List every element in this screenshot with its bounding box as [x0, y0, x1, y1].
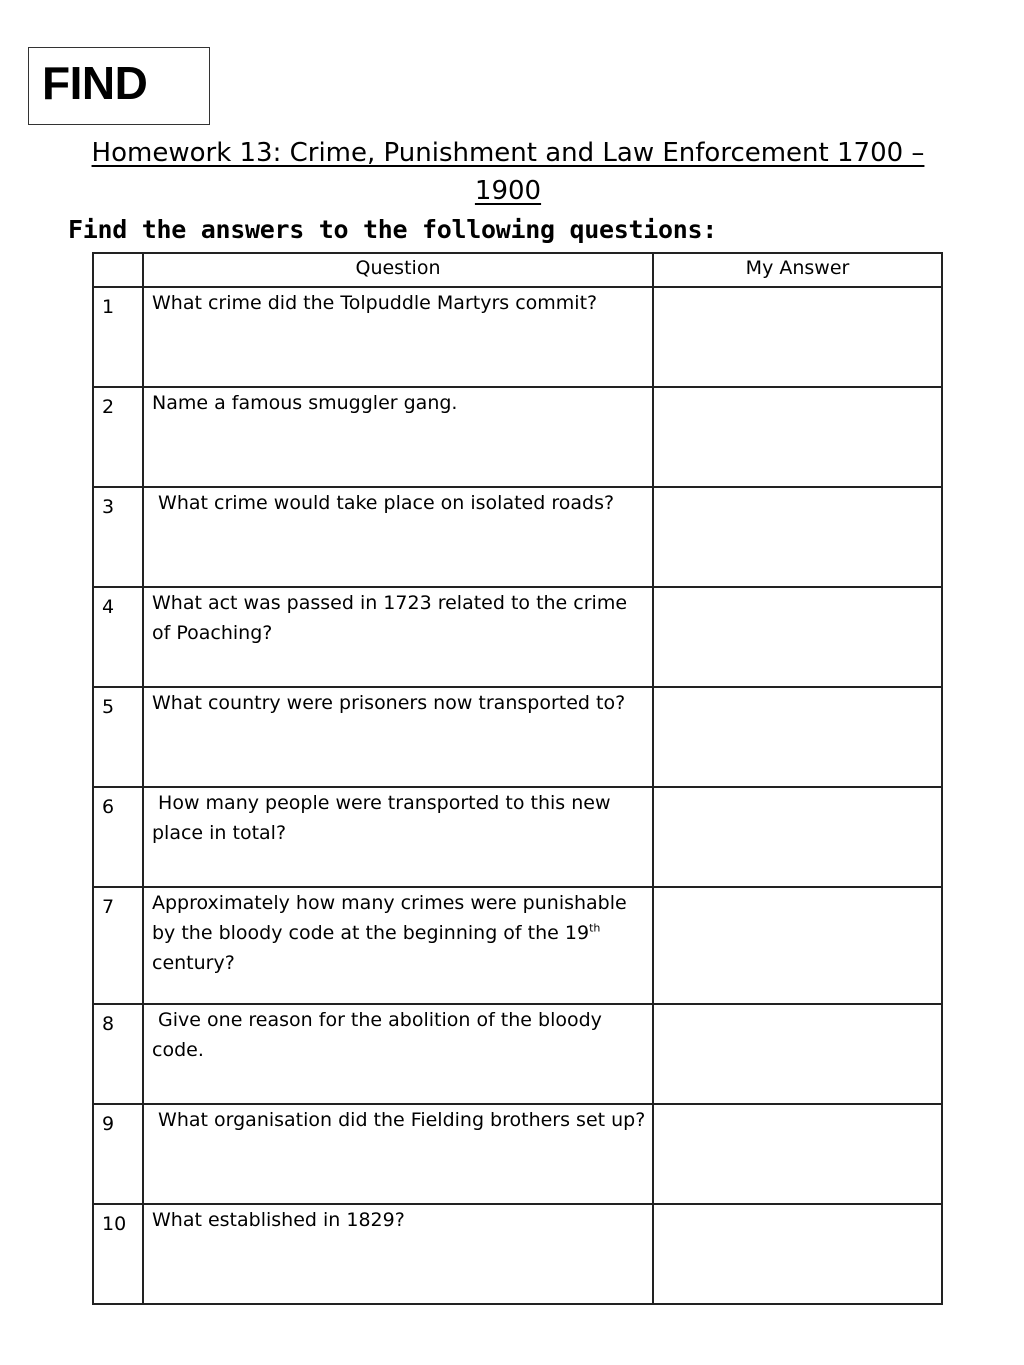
- row-number: 9: [93, 1104, 143, 1204]
- row-number: 2: [93, 387, 143, 487]
- table-row: [93, 1104, 942, 1204]
- header-question: Question: [143, 253, 653, 287]
- question-cell: [143, 687, 653, 787]
- answer-cell[interactable]: [653, 287, 942, 387]
- table-row: [93, 687, 942, 787]
- row-number: 3: [93, 487, 143, 587]
- row-number: 8: [93, 1004, 143, 1104]
- question-cell: [143, 1204, 653, 1304]
- question-text: What crime did the Tolpuddle Martyrs commit?: [152, 292, 598, 314]
- question-text: What established in 1829?: [152, 1209, 405, 1231]
- question-text: What country were prisoners now transported to?: [152, 692, 626, 714]
- table-row: [93, 387, 942, 487]
- answer-cell[interactable]: [653, 587, 942, 687]
- answer-cell[interactable]: [653, 1204, 942, 1304]
- question-cell: [143, 387, 653, 487]
- table-row: [93, 787, 942, 887]
- question-cell: [143, 887, 653, 1004]
- question-text: How many people were transported to this new place in total?: [152, 792, 617, 844]
- row-number: 7: [93, 887, 143, 1004]
- row-number: 10: [93, 1204, 143, 1304]
- header-answer: My Answer: [653, 253, 942, 287]
- row-number: 4: [93, 587, 143, 687]
- question-cell: [143, 587, 653, 687]
- find-label: FIND: [42, 57, 148, 109]
- table-row: [93, 887, 942, 1004]
- row-number: 1: [93, 287, 143, 387]
- question-cell: [143, 1004, 653, 1104]
- table-row: [93, 287, 942, 387]
- question-cell: [143, 1104, 653, 1204]
- instructions: Find the answers to the following questions:: [68, 215, 718, 244]
- ordinal-suffix: th: [589, 921, 601, 935]
- question-cell: [143, 287, 653, 387]
- question-text-end: century?: [152, 922, 607, 974]
- table-row: [93, 1204, 942, 1304]
- page-title: Homework 13: Crime, Punishment and Law Enforcement 1700 – 1900: [91, 138, 925, 206]
- question-text: Name a famous smuggler gang.: [152, 392, 458, 414]
- question-cell: [143, 487, 653, 587]
- answer-cell[interactable]: [653, 1104, 942, 1204]
- table-row: [93, 487, 942, 587]
- find-label-box: [28, 47, 210, 125]
- answer-cell[interactable]: [653, 487, 942, 587]
- question-text: Give one reason for the abolition of the bloody code.: [152, 1009, 608, 1061]
- table-row: [93, 587, 942, 687]
- row-number: 6: [93, 787, 143, 887]
- question-text: [152, 888, 646, 978]
- questions-table: [92, 252, 943, 1305]
- table-header-row: [93, 253, 942, 287]
- question-text: What act was passed in 1723 related to the crime of Poaching?: [152, 592, 634, 644]
- answer-cell[interactable]: [653, 387, 942, 487]
- answer-cell[interactable]: [653, 1004, 942, 1104]
- question-text: What crime would take place on isolated roads?: [152, 492, 615, 514]
- question-text-main: Approximately how many crimes were punishable by the bloody code at the beginning of the 19: [152, 892, 633, 944]
- table-row: [93, 1004, 942, 1104]
- question-text: What organisation did the Fielding brothers set up?: [152, 1109, 646, 1131]
- row-number: 5: [93, 687, 143, 787]
- question-cell: [143, 787, 653, 887]
- answer-cell[interactable]: [653, 887, 942, 1004]
- header-number: [93, 253, 143, 287]
- answer-cell[interactable]: [653, 687, 942, 787]
- answer-cell[interactable]: [653, 787, 942, 887]
